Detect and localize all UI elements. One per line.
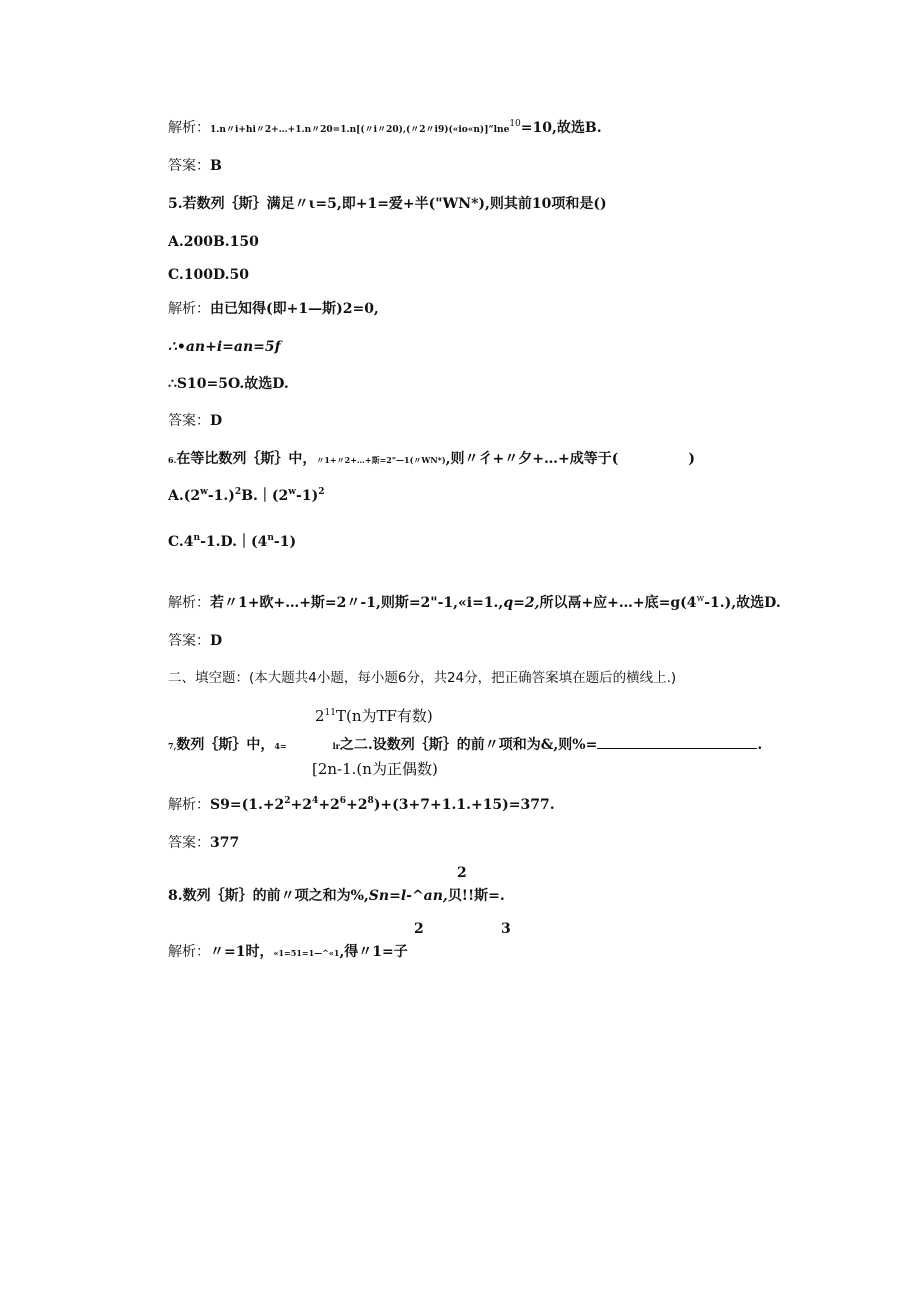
q8-stem-b: 贝!!斯=. [447,888,505,904]
answer-label: 答案： [168,413,210,429]
answer-value: D [210,633,223,649]
q7-stem-end: . [757,737,763,753]
q7-analysis-s2: 4 [312,796,319,806]
q8-analysis-small: «1=51=1—^«1 [273,948,340,958]
answer-label: 答案： [168,158,210,174]
q6-opt-a-sup2: 2 [234,487,242,497]
section-heading: 二、填空题：(本大题共4小题，每小题6分，共24分，把正确答案填在题后的横线上.) [168,670,677,686]
q5-option-c: C.100D.50 [168,267,249,283]
answer-value: B [210,158,222,174]
analysis-label: 解析： [168,301,210,317]
q6-analysis-sup: w [696,594,705,604]
q6-opt-a-sup1: w [200,487,208,497]
q6-answer [168,632,222,650]
q6-opt-a-post: B.｜(2 [241,488,289,504]
q4-answer [168,157,222,175]
q7-stem [168,736,762,755]
q6-stem [168,450,695,469]
q7-case-top-pre: 2 [315,707,325,725]
q6-analysis-q: q=2, [503,595,540,611]
q5-analysis-body: 由已知得(即+1—斯)2=0, [210,301,379,317]
q8-analysis-a: 〃=1时， [210,944,274,960]
q7-stem-b: 之二.设数列｛斯｝的前〃项和为&,则%= [339,737,598,753]
q7-stem-num: 7, [168,741,177,751]
q7-answer [168,834,239,852]
q5-step1: ∴•an+i=an=5f [168,339,281,355]
q8-analysis [168,943,408,962]
q6-stem-a: 在等比数列｛斯｝中， [176,451,317,467]
analysis-label: 解析： [168,595,210,611]
answer-label: 答案： [168,835,210,851]
q6-opt-a-sup3: w [288,487,297,497]
q5-step2: ∴S10=5O.故选D. [168,376,289,392]
q6-analysis-b: 所以鬲+应+…+底=g(4 [539,595,697,611]
q4-analysis-tail: =10,故选B. [520,120,602,136]
q7-analysis-s4: 8 [367,796,374,806]
q4-analysis-sup: 10 [509,119,521,129]
q6-opt-a-pre: A.(2 [168,488,201,504]
q6-stem-close: ) [688,451,695,467]
q6-stem-num: 6. [168,455,177,465]
q6-opt-c-pre: C.4 [168,534,194,550]
q6-analysis [168,594,781,614]
q7-analysis-s3: 6 [339,796,347,806]
q7-analysis [168,796,555,816]
q7-case-top [315,707,433,728]
q6-opt-c-mid: -1.D.｜(4 [200,534,268,550]
q7-analysis-post: )+(3+7+1.1.+15)=377. [373,797,555,813]
q7-analysis-m2: +2 [318,797,340,813]
q6-opt-c-sup1: n [193,533,201,543]
q7-analysis-pre: S9=(1.+2 [210,797,285,813]
analysis-label: 解析： [168,944,210,960]
q8-stem [168,887,505,905]
answer-label: 答案： [168,633,210,649]
q7-case-top-post: T(n为TF有数) [336,707,433,725]
q4-analysis-body: 1.n〃i+hi〃2+…+1.n〃20=1.n[(〃i〃20),(〃2〃i9)(«io«n)]“lne [210,125,510,135]
q8-above-num: 2 [457,865,467,881]
q6-opt-a-end: -1) [296,488,319,504]
q7-answer-blank[interactable] [597,736,757,749]
q6-analysis-c: -1.),故选D. [704,595,781,611]
q8-stem-formula: Sn=l-^an, [368,888,448,904]
q7-stem-a: 数列｛斯｝中， [176,737,275,753]
q6-opt-a-sup4: 2 [318,487,325,497]
q7-case-top-sup: 11 [324,708,336,718]
q4-analysis [168,119,602,139]
q5-stem: 5.若数列｛斯｝满足〃ι=5,即+1=爱+半("WN*),则其前10项和是() [168,196,607,212]
q8-below-num-1: 2 [414,921,424,937]
q5-analysis [168,300,379,318]
q8-analysis-b: ,得〃1=子 [339,944,408,960]
q7-analysis-m1: +2 [290,797,313,813]
q6-option-c [168,533,296,553]
q7-stem-small2: lr [332,741,340,751]
q7-analysis-m3: +2 [346,797,368,813]
q5-answer [168,412,222,430]
analysis-label: 解析： [168,797,210,813]
answer-value: D [210,413,223,429]
q7-stem-small: 4= [274,741,287,751]
q6-analysis-a: 若〃1+欧+…+斯=2〃-1,则斯=2"-1,«i=1., [210,595,504,611]
q7-case-bottom: [2n-1.(n为正偶数) [312,760,438,778]
analysis-label: 解析： [168,120,210,136]
q6-opt-c-sup2: n [267,533,274,543]
q6-opt-a-mid: -1.) [207,488,235,504]
q6-stem-b: ,则〃彳+〃夕+…+成等于( [445,451,619,467]
q6-stem-cond: 〃1+〃2+…+斯=2"—1(〃WN*) [316,455,446,465]
q5-option-a: A.200B.150 [168,234,259,250]
q6-opt-c-end: -1) [273,534,297,550]
q8-stem-a: 8.数列｛斯｝的前〃项之和为%, [168,888,369,904]
answer-value: 377 [210,835,240,851]
q7-analysis-s1: 2 [284,796,291,806]
q6-option-a [168,487,324,507]
q8-below-num-2: 3 [501,921,511,937]
